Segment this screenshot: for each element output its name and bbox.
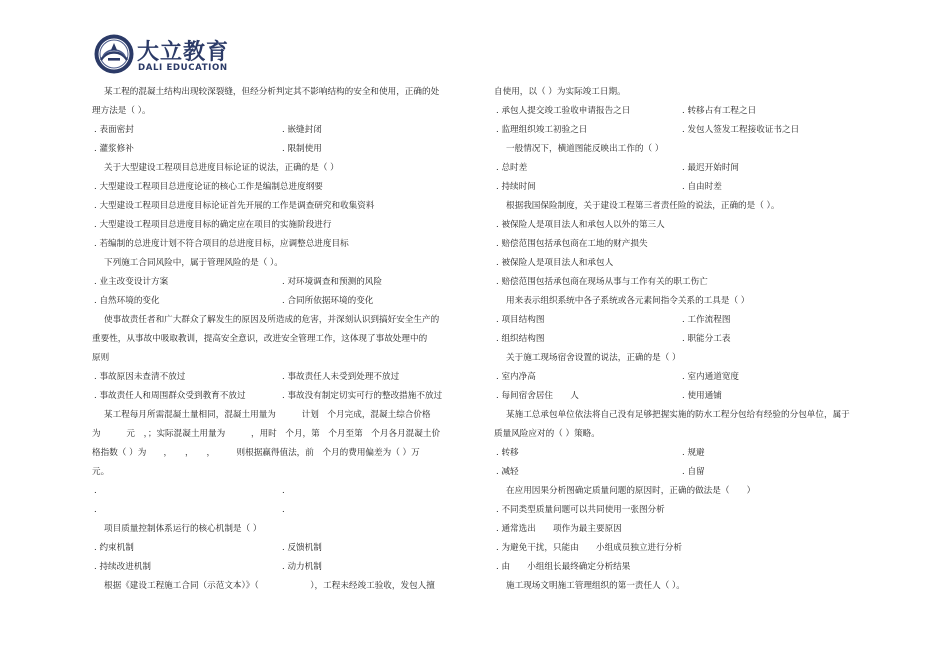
question-1-options-row-2 (92, 140, 484, 159)
question-13-stem: 在应用因果分析图确定质量问题的原因时，正确的做法是（ ） (506, 486, 756, 496)
left-column (92, 83, 484, 596)
question-9-option-a[interactable]: . 被保险人是项目法人和承包人以外的第三人 (496, 220, 665, 230)
question-14-stem: 施工现场文明施工管理组织的第一责任人（ ）。 (506, 581, 685, 591)
question-9-option-b[interactable]: . 赔偿范围包括承包商在工地的财产损失 (496, 239, 648, 249)
question-13-option-a[interactable]: . 不同类型质量问题可以共同使用一张图分析 (496, 505, 665, 515)
question-5-options-row-1 (92, 482, 484, 501)
question-7-stem: 根据《建设工程施工合同（示范文本）》（ ），工程未经竣工验收，发包人擅 (104, 581, 435, 591)
question-3-options-row-1 (92, 273, 484, 292)
question-2-stem: 关于大型建设工程项目总进度目标论证的说法，正确的是（ ） (104, 163, 339, 173)
question-5-option-b[interactable]: . (282, 486, 285, 496)
question-11-option-c[interactable]: . 每间宿舍居住 人 (496, 391, 579, 401)
question-10-option-b[interactable]: . 工作流程图 (682, 315, 731, 325)
question-7-option-b[interactable]: . 转移占有工程之日 (682, 106, 757, 116)
question-1-stem: 某工程的混凝土结构出现较深裂缝，但经分析判定其不影响结构的安全和使用，正确的处 (104, 87, 440, 97)
question-13-option-d[interactable]: . 由 小组组长最终确定分析结果 (496, 562, 631, 572)
question-5-stem-cont-2: 格指数（ ）为 ， ， ， 则根据赢得值法，前 个月的费用偏差为（ ）万 (92, 448, 420, 458)
question-11-option-a[interactable]: . 室内净高 (496, 372, 536, 382)
question-5-stem-end: 元。 (92, 467, 110, 477)
question-4-option-d[interactable]: . 事故没有制定切实可行的整改措施不放过 (282, 391, 443, 401)
question-7-option-a[interactable]: . 承包人提交竣工验收申请报告之日 (496, 106, 631, 116)
question-6-option-d[interactable]: . 动力机制 (282, 562, 322, 572)
question-12-option-a[interactable]: . 转移 (496, 448, 519, 458)
question-9-option-c[interactable]: . 被保险人是项目法人和承包人 (496, 258, 614, 268)
question-7-option-c[interactable]: . 监理组织竣工初验之日 (496, 125, 588, 135)
question-12-stem-cont: 质量风险应对的（ ）策略。 (494, 429, 600, 439)
question-10-options-row-1 (494, 311, 906, 330)
question-8-option-c[interactable]: . 持续时间 (496, 182, 536, 192)
question-10-options-row-2 (494, 330, 906, 349)
question-4-option-c[interactable]: . 事故责任人和周围群众受到教育不放过 (94, 391, 246, 401)
question-1-option-b[interactable]: . 嵌缝封闭 (282, 125, 322, 135)
question-6-option-a[interactable]: . 约束机制 (94, 543, 134, 553)
question-2-option-b[interactable]: . 大型建设工程项目总进度目标论证首先开展的工作是调查研究和收集资料 (94, 201, 375, 211)
question-2-option-a[interactable]: . 大型建设工程项目总进度论证的核心工作是编制总进度纲要 (94, 182, 323, 192)
question-12-option-d[interactable]: . 自留 (682, 467, 705, 477)
question-11-options-row-2 (494, 387, 906, 406)
question-5-options-row-2 (92, 501, 484, 520)
question-10-option-d[interactable]: . 职能分工表 (682, 334, 731, 344)
question-7-options-row-1 (494, 102, 906, 121)
question-8-option-d[interactable]: . 自由时差 (682, 182, 722, 192)
question-3-options-row-2 (92, 292, 484, 311)
question-4-options-row-2 (92, 387, 484, 406)
question-1-stem-cont: 理方法是（ ）。 (92, 106, 151, 116)
question-5-option-a[interactable]: . (94, 486, 97, 496)
question-2-option-d[interactable]: . 若编制的总进度计划不符合项目的总进度目标，应调整总进度目标 (94, 239, 349, 249)
question-3-option-b[interactable]: . 对环境调查和预测的风险 (282, 277, 382, 287)
question-12-option-c[interactable]: . 减轻 (496, 467, 519, 477)
question-12-options-row-1 (494, 444, 906, 463)
question-8-option-b[interactable]: . 最迟开始时间 (682, 163, 740, 173)
question-3-option-c[interactable]: . 自然环境的变化 (94, 296, 160, 306)
question-4-stem: 使事故责任者和广大群众了解发生的原因及所造成的危害，并深刻认识到搞好安全生产的 (104, 315, 440, 325)
question-2-option-c[interactable]: . 大型建设工程项目总进度目标的确定应在项目的实施阶段进行 (94, 220, 332, 230)
brand-name: 大立教育 (137, 40, 230, 65)
question-12-options-row-2 (494, 463, 906, 482)
question-10-stem: 用来表示组织系统中各子系统或各元素间指令关系的工具是（ ） (506, 296, 750, 306)
question-4-stem-end: 原则 (92, 353, 110, 363)
question-7-stem-cont: 自使用，以（ ）为实际竣工日期。 (494, 87, 626, 97)
question-8-options-row-2 (494, 178, 906, 197)
question-5-option-c[interactable]: . (94, 505, 97, 515)
question-5-stem-cont: 为 元 ，；实际混凝土用量为 ，用时 个月，第 个月至第 个月各月混凝土价 (92, 429, 441, 439)
question-6-stem: 项目质量控制体系运行的核心机制是（ ） (104, 524, 262, 534)
question-11-stem: 关于施工现场宿舍设置的说法，正确的是（ ） (506, 353, 681, 363)
question-3-option-a[interactable]: . 业主改变设计方案 (94, 277, 169, 287)
question-6-options-row-1 (92, 539, 484, 558)
question-1-options-row-1 (92, 121, 484, 140)
question-8-stem: 一般情况下，横道图能反映出工作的（ ） (506, 144, 664, 154)
question-6-options-row-2 (92, 558, 484, 577)
question-13-option-b[interactable]: . 通常选出 项作为最主要原因 (496, 524, 622, 534)
question-12-option-b[interactable]: . 规避 (682, 448, 705, 458)
question-9-stem: 根据我国保险制度，关于建设工程第三者责任险的说法，正确的是（ ）。 (506, 201, 780, 211)
question-3-option-d[interactable]: . 合同所依据环境的变化 (282, 296, 374, 306)
question-4-stem-cont: 重要性，从事故中吸取教训，提高安全意识，改进安全管理工作，这体现了事故处理中的 (92, 334, 428, 344)
question-11-option-d[interactable]: . 使用通铺 (682, 391, 722, 401)
question-11-option-b[interactable]: . 室内通道宽度 (682, 372, 740, 382)
question-9-option-d[interactable]: . 赔偿范围包括承包商在现场从事与工作有关的职工伤亡 (496, 277, 708, 287)
brand-name-english: DALI EDUCATION (138, 63, 228, 73)
question-4-option-b[interactable]: . 事故责任人未受到处理不放过 (282, 372, 400, 382)
question-10-option-a[interactable]: . 项目结构图 (496, 315, 545, 325)
question-7-options-row-2 (494, 121, 906, 140)
question-7-option-d[interactable]: . 发包人签发工程接收证书之日 (682, 125, 800, 135)
question-1-option-a[interactable]: . 表面密封 (94, 125, 134, 135)
question-12-stem: 某施工总承包单位依法将自己没有足够把握实施的防水工程分包给有经验的分包单位，属于 (506, 410, 850, 420)
question-6-option-b[interactable]: . 反馈机制 (282, 543, 322, 553)
question-5-option-d[interactable]: . (282, 505, 285, 515)
question-4-options-row-1 (92, 368, 484, 387)
question-1-option-d[interactable]: . 限制使用 (282, 144, 322, 154)
brand-logo (93, 33, 253, 77)
question-11-options-row-1 (494, 368, 906, 387)
question-4-option-a[interactable]: . 事故原因未查清不放过 (94, 372, 186, 382)
question-13-option-c[interactable]: . 为避免干扰，只能由 小组成员独立进行分析 (496, 543, 682, 553)
question-8-option-a[interactable]: . 总时差 (496, 163, 528, 173)
question-10-option-c[interactable]: . 组织结构图 (496, 334, 545, 344)
question-1-option-c[interactable]: . 灌浆修补 (94, 144, 134, 154)
question-6-option-c[interactable]: . 持续改进机制 (94, 562, 152, 572)
question-3-stem: 下列施工合同风险中，属于管理风险的是（ ）。 (104, 258, 283, 268)
question-8-options-row-1 (494, 159, 906, 178)
question-5-stem: 某工程每月所需混凝土量相同，混凝土用量为 计划 个月完成，混凝土综合价格 (104, 410, 431, 420)
right-column (494, 83, 906, 596)
dali-emblem-icon (93, 33, 135, 75)
